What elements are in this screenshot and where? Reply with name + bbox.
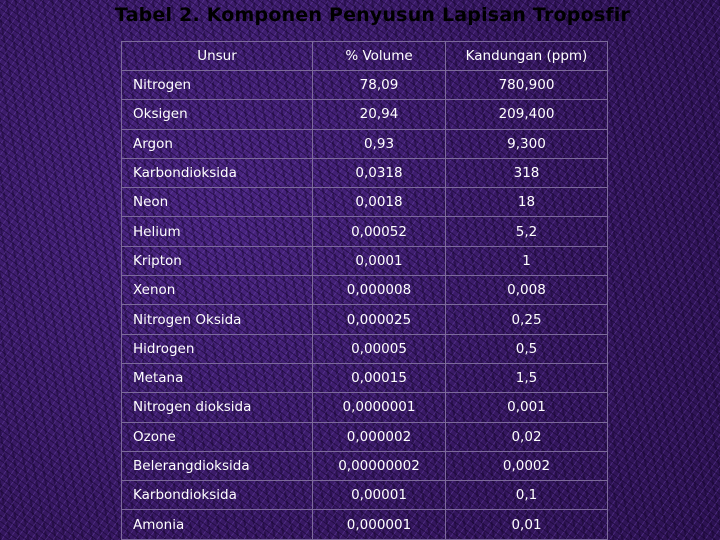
cell-unsur: Belerangdioksida [122, 451, 313, 480]
cell-volume: 0,0001 [313, 246, 446, 275]
cell-unsur: Oksigen [122, 100, 313, 129]
cell-unsur: Helium [122, 217, 313, 246]
header-volume: % Volume [313, 42, 446, 71]
table-row [122, 100, 608, 129]
table-row [122, 363, 608, 392]
cell-kandungan: 0,5 [446, 334, 608, 363]
table-row [122, 71, 608, 100]
cell-volume: 0,000008 [313, 276, 446, 305]
cell-kandungan: 18 [446, 188, 608, 217]
cell-unsur: Kripton [122, 246, 313, 275]
cell-volume: 0,00005 [313, 334, 446, 363]
cell-unsur: Nitrogen Oksida [122, 305, 313, 334]
cell-kandungan: 0,1 [446, 481, 608, 510]
header-kandungan: Kandungan (ppm) [446, 42, 608, 71]
cell-kandungan: 5,2 [446, 217, 608, 246]
table-row [122, 217, 608, 246]
cell-unsur: Argon [122, 129, 313, 158]
table-row [122, 246, 608, 275]
table-row [122, 422, 608, 451]
table-row [122, 305, 608, 334]
table-row [122, 393, 608, 422]
table-row [122, 334, 608, 363]
cell-volume: 0,0318 [313, 158, 446, 187]
cell-unsur: Neon [122, 188, 313, 217]
page-title: Tabel 2. Komponen Penyusun Lapisan Troposfir [114, 4, 631, 26]
cell-kandungan: 0,01 [446, 510, 608, 539]
cell-volume: 0,000002 [313, 422, 446, 451]
cell-kandungan: 0,0002 [446, 451, 608, 480]
cell-kandungan: 780,900 [446, 71, 608, 100]
cell-unsur: Metana [122, 363, 313, 392]
table-row [122, 158, 608, 187]
cell-kandungan: 0,25 [446, 305, 608, 334]
header-unsur: Unsur [122, 42, 313, 71]
table-header-row [122, 42, 608, 71]
troposphere-components-table [121, 41, 608, 540]
cell-volume: 0,0000001 [313, 393, 446, 422]
cell-kandungan: 0,008 [446, 276, 608, 305]
cell-unsur: Ozone [122, 422, 313, 451]
table-row [122, 188, 608, 217]
cell-unsur: Amonia [122, 510, 313, 539]
cell-kandungan: 209,400 [446, 100, 608, 129]
cell-unsur: Karbondioksida [122, 158, 313, 187]
cell-volume: 0,00000002 [313, 451, 446, 480]
cell-volume: 0,00015 [313, 363, 446, 392]
cell-kandungan: 0,001 [446, 393, 608, 422]
table-row [122, 510, 608, 539]
cell-kandungan: 9,300 [446, 129, 608, 158]
cell-volume: 0,000001 [313, 510, 446, 539]
table-row [122, 451, 608, 480]
cell-volume: 0,00001 [313, 481, 446, 510]
cell-volume: 78,09 [313, 71, 446, 100]
cell-unsur: Hidrogen [122, 334, 313, 363]
cell-unsur: Nitrogen dioksida [122, 393, 313, 422]
table-row [122, 276, 608, 305]
cell-kandungan: 1 [446, 246, 608, 275]
cell-volume: 0,00052 [313, 217, 446, 246]
cell-kandungan: 318 [446, 158, 608, 187]
cell-kandungan: 0,02 [446, 422, 608, 451]
cell-unsur: Nitrogen [122, 71, 313, 100]
cell-volume: 20,94 [313, 100, 446, 129]
table-row [122, 129, 608, 158]
cell-unsur: Karbondioksida [122, 481, 313, 510]
cell-volume: 0,93 [313, 129, 446, 158]
table-row [122, 481, 608, 510]
cell-kandungan: 1,5 [446, 363, 608, 392]
cell-unsur: Xenon [122, 276, 313, 305]
cell-volume: 0,0018 [313, 188, 446, 217]
cell-volume: 0,000025 [313, 305, 446, 334]
